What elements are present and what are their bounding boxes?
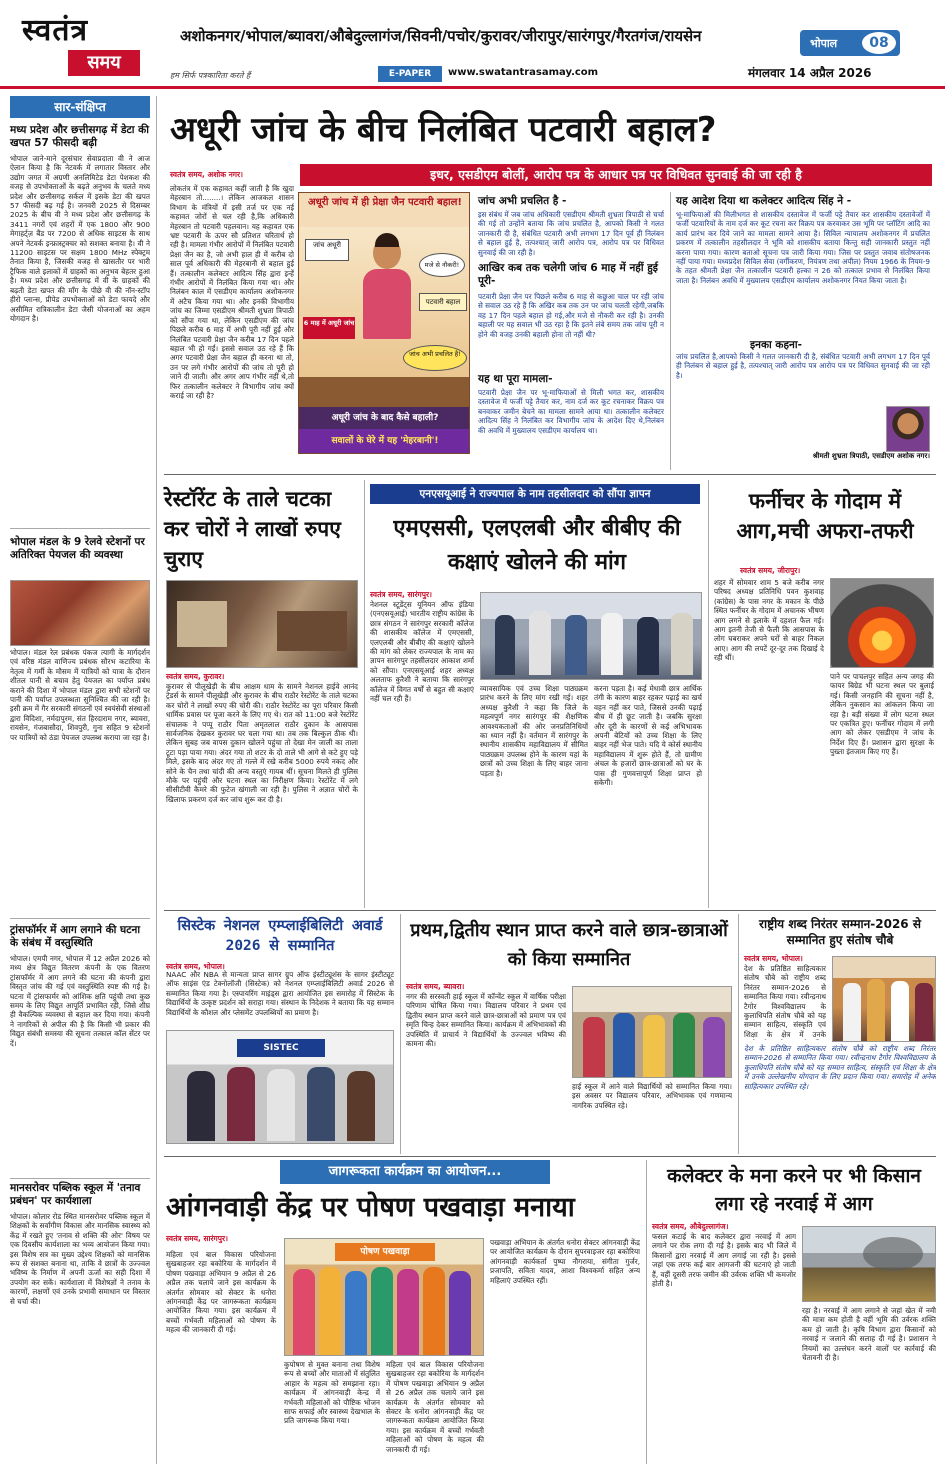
anganwadi-photo (284, 1238, 484, 1356)
nsui-byline: स्वतंत्र समय, सारंगपुर। (370, 590, 432, 599)
rashtriya-body-copy: देश के प्रतिष्ठित साहित्यकार संतोष चौबे को राष्ट्रीय शब्द निरंतर सम्मान-2026 से सम्मानित किया गया। रवीन्द्रनाथ टैगोर विश्वविद्यालय के कुलाधिपति संतोष चौबे को यह सम्मान साहित्य, संस्कृति एवं शिक्षा के क्षेत्र में उनके उल्लेखनीय योगदान के लिए प्रदान किया गया। समारोह में अनेक साहित्यकार उपस्थित रहे। (744, 1044, 936, 1091)
sdm-portrait (886, 406, 930, 452)
cartoon-bottom-2: सवालों के घेरे में यह 'मेहरबानी'! (299, 429, 470, 453)
sidebar-divider (10, 918, 150, 919)
sidebar-story-4-head: मानसरोवर पब्लिक स्कूल में 'तनाव प्रबंधन' पर कार्यशाला (10, 1182, 141, 1207)
anganwadi-banner: पोषण पखवाड़ा (335, 1243, 435, 1261)
prize-photo (572, 986, 732, 1078)
sidebar-divider (10, 1178, 150, 1179)
lead-box3: पटवारी प्रेक्षा जैन पर भू-माफियाओं से मिली भगत कर, शासकीय दस्तावेज में फर्जी पट्टे तैयार कर, नाम दर्ज कर कूट रचनाकर विक्रय पत्र बनवाकर जमीन बेचने का मामला सामने आया था। तत्कालीन कलेक्टर आदित्य सिंह ने निलंबित कर विभागीय जांच के आदेश दिए थे,निलंबन की अवधि में मुख्यालय एसडीएम कार्यालय था। (478, 388, 664, 435)
cartoon-bottom: अधूरी जांच के बाद कैसे बहाली? (299, 407, 470, 429)
lead-right-head: यह आदेश दिया था कलेक्टर आदित्य सिंह ने - (676, 195, 852, 207)
lead-right: भू-माफियाओं की मिलीभगत से शासकीय दस्तावेज में फर्जी पट्टे तैयार कर शासकीय दस्तावेजों में फर्जी पटवारियों के नाम दर्ज कर कूट रचना कर विक्रय पत्र करवाकर उस भूमि पर प्लॉटिंग आदि का कार्य प्रारंभ कर दिये जाने का मामला सामने आया है। सिविल न्यायालय अशोकनगर में प्रचलित प्रकरण में तत्कालीन तहसीलदार ने भूमि को शासकीय बताया किन्तु सही जानकारी प्रस्तुत नहीं करना पाया गया। कारण बताओ सूचना पत्र जारी किया गया। जिस पर प्रस्तुत जवाब संतोषजनक नहीं पाया गया। मध्यप्रदेश सिविल सेवा (वर्गीकरण, नियंत्रण तथा अपील) नियम 1966 के नियम-9 के तहत श्रीमती प्रेक्षा जैन तत्कालीन पटवारी हल्का न 26 को तत्काल प्रभाव से निलंबित किया जाता है। निलंबन अवधि में मुख्यालय एसडीएम कार्यालय अशोकनगर नियत किया जाता है। (676, 210, 930, 285)
nsui-photo (480, 592, 702, 680)
masthead-cities: अशोकनगर/भोपाल/ब्यावरा/औबेदुल्लागंज/सिवनी/पचोर/कुरावर/जीरापुर/सारंगपुर/गैरतगंज/रायसेन (180, 27, 702, 45)
rest-body: कुरावर से पीलूखेड़ी के बीच आक्षम धाम के सामने नेशनल हाईवे आनंद ट्रेडर्स के सामने पीलूखेड़ी और कुरावर के बीच राठौर रेस्टोरेंट के ताले चटका कर चोरों ने लाखों रुपए की चोरी की। राठौर रेस्टोरेंट का पूरा परिवार किसी धार्मिक प्रवास पर पूजा करने के लिए गए थे। रात को 11:00 बजे रेस्टोरेंट संचालक ने पप्पू राठौर पिता अमृतलाल राठौर दुकान के आसपास सार्वजनिक देखकर कुरावर घर चला गया था। तब तक बिल्कुल ठीक थी। लेकिन सुबह जब वापस दुकान खोलने पहुंचा तो देखा मेन जाली का ताला टूटा पड़ा पाया गया। अंदर गया तो शटर के दो ताले भी आगे से कटे हुए पड़े मिले, इसके बाद अंदर गए तो गल्ले में रखे करीब 5000 रुपये नकद और सोने के चैन तथा चांदी की अन्य वस्तुएं गायब थीं। सूचना मिलते ही पुलिस मौके पर पहुंची और घटना स्थल का निरीक्षण किया। रेस्टोरेंट में लगे सीसीटीवी कैमरे की फुटेज खंगाली जा रही है। पुलिस ने अज्ञात चोरों के खिलाफ प्रकरण दर्ज कर जांच शुरू कर दी है। (166, 682, 358, 804)
prize-byline: स्वतंत्र समय, ब्यावरा। (406, 982, 465, 991)
tagline: हम सिर्फ पत्रकारिता करते हैं (170, 71, 251, 80)
sidebar-story-2-head: भोपाल मंडल के 9 रेलवे स्टेशनों पर अतिरिक्त पेयजल की व्यवस्था (10, 536, 145, 561)
sidebar (10, 96, 150, 1464)
logo (22, 8, 144, 80)
sistec-body: NAAC और NBA से मान्यता प्राप्त सागर ग्रुप ऑफ इंस्टीट्यूशंस के सागर इंस्टीट्यूट ऑफ साइंस एंड टेक्नोलॉजी (सिस्टेक) को नेशनल एम्प्लाईबिलिटी अवार्ड 2026 से सम्मानित किया गया है। एस्पायरिंग माइंड्स द्वारा आयोजित इस समारोह में सिस्टेक के विद्यार्थियों के उत्कृष्ट प्रदर्शन को सराहा गया। संस्थान के निदेशक ने बताया कि यह सम्मान विद्यार्थियों के कौशल और प्लेसमेंट उपलब्धियों का प्रमाण है। (166, 970, 394, 1017)
rest-photo (166, 580, 358, 668)
nsui-col2: व्यावसायिक एवं उच्च शिक्षा पाठ्यक्रम प्रारंभ करने के लिए मांग रखी गई। शहर अध्यक्ष कुरैशी ने कहा कि जिले के महत्वपूर्ण नगर सारंगपुर की शैक्षणिक आवश्यकताओं की ओर जनप्रतिनिधियों का ध्यान नहीं है। वर्तमान में सारंगपुर के स्थानीय शासकीय महाविद्यालय में सीमित पाठ्यक्रम उपलब्ध होने के कारण यहां के छात्रों को उच्च शिक्षा के लिए बाहर जाना पड़ता है। (480, 684, 588, 778)
nsui-headline: एमएससी, एलएलबी और बीबीए की कक्षाएं खोलने की मांग (393, 516, 681, 575)
fire-col2: पाने पर पाचलपुर सहित अन्य जगह की फायर बिग्रेड भी घटना स्थल पर बुलाई गई। किसी जनहानि की सूचना नहीं है, लेकिन नुकसान का आंकलन किया जा रहा है। बड़ी संख्या में लोग घटना स्थल पर एकत्रित हुए। फर्नीचर गोदाम में लगी आग को लेकर एसडीएम ने जांच के निर्देश दिए हैं। प्रशासन द्वारा सुरक्षा के पुख्ता इंतजाम किए गए हैं। (830, 672, 934, 757)
cartoon-tag: 6 माह में अधूरी जांच (303, 317, 355, 339)
lead-box2: पटवारी प्रेक्षा जैन पर पिछले करीब 6 माह से कछुआ चाल पर रही जांच से सवाल उठ रहे हैं कि अखिर कब तक उन पर जांच चलती रहेगी,जबकि वह 17 दिन पहले बहाल हो गई,और मजे से नौकरी कर रही है। उनकी बहाली पर यह सवाल भी उठ रहा है कि इतने लंबे समय तक जांच पूरी न होने की वजह उनकी बहाली होना तो नहीं थी? (478, 292, 664, 339)
sistec-logo: SISTEC (237, 1039, 325, 1057)
farmer-headline: कलेक्टर के मना करने पर भी किसान लगा रहे नरवाई में आग (667, 1165, 921, 1215)
cartoon-figure (357, 237, 417, 347)
fire-photo (830, 578, 934, 668)
sistec-photo (166, 1030, 394, 1144)
lead-right-2: जांच प्रचलित है,आपको किसी ने गलत जानकारी दी है, संबंधित पटवारी अभी लगभग 17 दिन पूर्व ही निलंबन से बहाल हुई है, तत्पश्चात् जारी आरोप पत्र आरोप पत्र पर विधिवत सुनवाई की जा रही है। (676, 352, 930, 380)
sidebar-story-1-body: भोपाल जाने-माने दूरसंचार सेवाप्रदाता वी ने आज ऐलान किया है कि नेटवर्क में लगातार विस्तार और उद्योग जगत में अग्रणी अनलिमिटेड डेटा पेशकश की वजह से उपभोक्ताओं के बढ़ते अनुभव के चलते मध्य प्रदेश और छत्तीसगढ़ सर्कल में इसके डेटा की खपत 57 फीसदी बढ़ गई है। जनवरी 2025 से दिसम्बर 2025 के बीच वी ने मध्य प्रदेश और छत्तीसगढ़ के 3411 नगरों एवं शहरों में एक 1800 और 900 मेगाहर्ट्ज़ बैंड पर 7200 से अधिक साइटस के साथ अपने नेटवर्क इन्फ्रास्ट्रक्चर को सशक्त बनाया है। वी ने 11200 साइटस पर सक्षम 1800 MHz स्पेक्ट्रम तैनात किया है, जिसकी वजह से खासतौर पर भारी ट्रैफिक वाले इलाकों में ग्राहकों का अनुभव बेहतर हुआ है। मध्य प्रदेश और छत्तीसगढ़ में वी के ग्राहकों की बढ़ती डेटा खपत की माँग के पीछे वी की नॉन-स्टॉप हीरो प्लान्स, प्रीपेड उपभोक्ताओं को डेटा फायदे और असीमित रात्रिकालीन डेटा जैसी योजनाओं का अहम योगदान है। (10, 154, 150, 323)
edition-label: भोपाल (810, 37, 838, 50)
lead-box3-head: यह था पूरा मामला- (478, 373, 553, 385)
fire-headline: फर्नीचर के गोदाम में आग,मची अफरा-तफरी (736, 489, 914, 543)
sidebar-story-4-body: भोपाल। कोलार रोड स्थित मानसरोवर पब्लिक स्कूल में शिक्षकों के सर्वांगीण विकास और मानसिक स्वास्थ्य को केंद्र में रखते हुए 'तनाव से शक्ति की ओर' विषय पर एक दिवसीय कार्यशाला का भव्य आयोजन किया गया। इस विशेष सत्र का मुख्य उद्देश्य शिक्षकों को मानसिक रूप से सशक्त बनाना था, ताकि वे छात्रों के उज्ज्वल भविष्य के निर्माण में अपनी ऊर्जा का सही दिशा में उपयोग कर सकें। कार्यशाला में विशेषज्ञों ने तनाव के कारणों, लक्षणों एवं उनके प्रभावी समाधान पर विस्तार से चर्चा की। (10, 1212, 150, 1306)
anganwadi-headline: आंगनवाड़ी केंद्र पर पोषण पखवाड़ा मनाया (166, 1192, 575, 1223)
nsui-col1: नेशनल स्टूडेंट्स यूनियन ऑफ इंडिया (एनएसयूआई) भारतीय राष्ट्रीय कांग्रेस के छात्र संगठन ने सारंगपुर सरकारी कॉलेज की शासकीय कॉलेज में एमएससी, एलएलबी और बीबीए की कक्षाएं खोलने की मांग को लेकर राज्यपाल के नाम का ज्ञापन सारंगपुर तहसीलदार आकाश शर्मा को सौंपा। एनएसयूआई शहर अध्यक्ष अलताफ कुरैशी ने बताया कि सारंगपुर कॉलेज में विगत वर्षों से बहुत सी कक्षाएं नहीं चल रही हैं। (370, 600, 474, 704)
cartoon-desk (299, 377, 470, 407)
anganwadi-col1-copy: महिला एवं बाल विकास परियोजना सुखबाहजर रहा बकोरिया के मार्गदर्शन में पोषण पखवाड़ा अभियान 9 अप्रैल से 26 अप्रैल तक चलाये जाने इस कार्यक्रम के अंतर्गत सोमवार को सेक्टर के धनोरा आंगनवाड़ी केंद्र पर जागरूकता कार्यक्रम आयोजित किया गया। इस कार्यक्रम में बच्चों गर्भवती महिलाओं को पोषण के महत्व की जानकारी दी गई। (386, 1360, 484, 1454)
lead-col1: लोकतंत्र में एक कहावत कहीं जाती है कि खुदा मेहरबान तो........। लेकिन आजकल शासन विभाग के मंत्रियों में इसी तर्ज पर एक नई कहावत जोरों से चल रही है,कि अधिकारी मेहरबान तो पटवारी पहलवान। यह कहावत एक भ्रष्ट पटवारी के ऊपर सौ प्रतिशत चरितार्थ हो रही है। मामला गंभीर आरोपों में निलंबित पटवारी प्रेक्षा जैन का है, जो अभी हाल ही में करीब दो साल पूर्व अधिकारी की मेहरबानी से बहाल हुई हैं। तत्कालीन कलेक्टर आदित्य सिंह द्वारा इन्हें गंभीर आरोपों में निलंबित किया गया था। और निलंबन काल में एसडीएम कार्यालय अशोकनगर में अटैच किया गया था। और इनकी विभागीय जांच का जिम्मा एसडीएम श्रीमती शुभ्रता त्रिपाठी को सौंपा गया था, लेकिन एसडीएम की जांच पिछले करीब 6 माह में अभी पूरी नहीं हुई और निलंबित पटवारी प्रेक्षा जैन करीब 17 दिन पहले बहाल भी हो गईं। इससे सवाल उठ रहे हैं कि अगर पटवारी प्रेक्षा जैन बहाल ही करना था तो, उन पर लगे गंभीर आरोपों की जांच तो पूरी हो जाने दी जाती। और अगर आप गंभीर नहीं थे,तो फिर तत्कालीन कलेक्टर ने विभागीय जांच क्यों कराई जा रही है? (170, 184, 294, 400)
rule-prize (738, 914, 739, 1154)
prize-body: नगर की सरस्वती हाई स्कूल में कॉन्वेंट स्कूल में वार्षिक परीक्षा परिणाम घोषित किया गया। विद्यालय परिवार ने प्रथम एवं द्वितीय स्थान प्राप्त करने वाले छात्र-छात्राओं को प्रमाण पत्र एवं स्मृति चिन्ह देकर सम्मानित किया। कार्यक्रम में अभिभावकों की उपस्थिति में प्राचार्य ने विद्यार्थियों के उज्ज्वल भविष्य की कामना की। (406, 992, 566, 1049)
lower-rule (164, 1156, 936, 1157)
lead-byline: स्वतंत्र समय, अशोक नगर। (170, 170, 243, 179)
anganwadi-byline: स्वतंत्र समय, सारंगपुर। (166, 1234, 228, 1243)
sidebar-rule (156, 96, 157, 1464)
prize-headline: प्रथम,द्वितीय स्थान प्राप्त करने वाले छात्र-छात्राओं को किया सम्मानित (410, 920, 728, 970)
lead-box2-head: आखिर कब तक चलेगी जांच 6 माह में नहीं हुई पूरी- (478, 262, 658, 287)
lead-col-rule (670, 192, 671, 470)
cartoon-title: अधूरी जांच में ही प्रेक्षा जैन पटवारी बहाल! (307, 197, 462, 208)
rest-byline: स्वतंत्र समय, कुरावर। (166, 672, 225, 681)
sidebar-story-3-body: भोपाल। एमपी नगर, भोपाल में 12 अप्रैल 2026 को मध्य क्षेत्र विद्युत वितरण कंपनी के एक वितरण ट्रांसफॉर्मर में आग लगने की घटना की कंपनी द्वारा विस्तृत जांच की गई एवं वस्तुस्थिति स्पष्ट की गई है। घटना में ट्रांसफार्मर को आंशिक क्षति पहुंची तथा कुछ समय के लिए विद्युत आपूर्ति प्रभावित रही, जिसे शीघ्र ही वैकल्पिक व्यवस्था से बहाल कर दिया गया। कंपनी ने नागरिकों से अपील की है कि किसी भी प्रकार की विद्युत संबंधी समस्या की सूचना तत्काल कॉल सेंटर पर दें। (10, 954, 150, 1048)
fire-byline: स्वतंत्र समय, जीरापुर। (740, 566, 801, 575)
cartoon-sign-1: जांच अधूरी (305, 239, 349, 261)
rashtriya-body-2 (744, 1044, 936, 1150)
anganwadi-kicker: जागरूकता कार्यक्रम का आयोजन... (280, 1160, 550, 1184)
nsui-kicker: एनएसयूआई ने राज्यपाल के नाम तहसीलदार को सौंपा ज्ञापन (370, 484, 700, 504)
railway-photo (10, 580, 150, 646)
rest-headline: रेस्टॉरेंट के ताले चटका कर चोरों ने लाखों रुपए चुराए (164, 487, 341, 571)
logo-top: स्वतंत्र (22, 13, 89, 48)
mid-rule (164, 910, 936, 911)
rashtriya-headline: राष्ट्रीय शब्द निरंतर सम्मान-2026 से सम्मानित हुए संतोष चौबे (759, 917, 921, 947)
sidebar-title: सार-संक्षिप्त (10, 96, 150, 118)
sidebar-story-1-head: मध्य प्रदेश और छत्तीसगढ़ में डेटा की खपत 57 फीसदी बढ़ी (10, 124, 149, 149)
lead-sign: श्रीमती शुभ्रता त्रिपाठी, एसडीएम अशोक नगर। (812, 452, 930, 460)
rashtriya-body-1: देश के प्रतिष्ठित साहित्यकार संतोष चौबे को राष्ट्रीय शब्द निरंतर सम्मान-2026 से सम्मानित किया गया। रवीन्द्रनाथ टैगोर विश्वविद्यालय के कुलाधिपति संतोष चौबे को यह सम्मान साहित्य, संस्कृति एवं शिक्षा के क्षेत्र में उनके (744, 964, 826, 1039)
sidebar-divider (10, 528, 150, 529)
rashtriya-byline: स्वतंत्र समय, भोपाल। (744, 954, 803, 963)
farmer-byline: स्वतंत्र समय, औबेदुल्लागंज। (652, 1222, 729, 1231)
website[interactable]: www.swatantrasamay.com (448, 67, 599, 78)
sidebar-story-3-head: ट्रांसफॉर्मर में आग लगाने की घटना के संबंध में वस्तुस्थिति (10, 924, 141, 949)
issue-date: मंगलवार 14 अप्रैल 2026 (748, 66, 872, 80)
lead-box1: इस संबंध में जब जांच अधिकारी एसडीएम श्रीमती शुभ्रता त्रिपाठी से चर्चा की गई तो उन्होंने बताया कि जांच प्रचलित है, आपको किसी ने गलत जानकारी दी है, संबंधित पटवारी अभी लगभग 17 दिन पूर्व ही निलंबन से बहाल हुई है, तत्पश्चात् जारी आरोप पत्र, आरोप पत्र पर विधिवत सुनवाई की जा रही है। (478, 210, 664, 257)
farmer-col1: फसल कटाई के बाद कलेक्टर द्वारा नरवाई में आग लगाने पर रोक लगा दी गई है। इसके बाद भी जिले में किसानों द्वारा नरवाई में आग लगाई जा रही है। इससे जहां एक तरफ कई बार आगजनी की घटनाएं हो जाती हैं, वहीं दूसरी तरफ जमीन की उर्वरक शक्ति भी कमजोर होती है। (652, 1232, 796, 1289)
anganwadi-col1: महिला एवं बाल विकास परियोजना सुखबाहजर रहा बकोरिया के मार्गदर्शन में पोषण पखवाड़ा अभियान 9 अप्रैल से 26 अप्रैल तक चलाये जाने इस कार्यक्रम के अंतर्गत सोमवार को सेक्टर के धनोरा आंगनवाड़ी केंद्र पर जागरूकता कार्यक्रम आयोजित किया गया। इस कार्यक्रम में बच्चों गर्भवती महिलाओं को पोषण के महत्व की जानकारी दी गई। (166, 1250, 276, 1335)
lead-box1-head: जांच अभी प्रचलित है - (478, 195, 567, 207)
anganwadi-col2: कुपोषण से मुक्त बनाना तथा विशेष रूप से बच्चों और माताओं में संतुलित आहार के महत्व को समझाना रहा। कार्यक्रम में आंगनवाड़ी केन्द्र में गर्भवती महिलाओं को पौष्टिक भोजन साफ सफाई और स्वास्थ्य देखभाल के प्रति जागरूक किया गया। (284, 1360, 380, 1426)
cartoon-bubble: मजे से नौकरी! (419, 253, 465, 277)
sidebar-story-2-body: भोपाल। मंडल रेल प्रबंधक पंकज त्यागी के मार्गदर्शन एवं वरिष्ठ मंडल वाणिज्य प्रबंधक सौरभ कटारिया के नेतृत्व में गर्मी के मौसम में यात्रियों को यात्रा के दौरान शीतल पानी से बचाव हेतु पेयजल का पर्याप्त प्रबंध कराने की दिशा में भोपाल मंडल द्वारा सभी स्टेशनों पर पानी की पर्याप्त उपलब्धता सुनिश्चित की जा रही है। इसी क्रम में गैर सरकारी संगठनों एवं स्वयंसेवी संस्थाओं द्वारा विदिशा, नर्मदापुरम, संत हिरदाराम नगर, ब्यावरा, रायसेन, गंजबासौदा, शिवपुरी, गुना सहित 9 स्टेशनों पर यात्रियों को ठंडा पेयजल उपलब्ध कराया जा रहा है। (10, 648, 150, 742)
sistec-byline: स्वतंत्र समय, भोपाल। (166, 962, 225, 971)
masthead (0, 0, 945, 88)
farmer-col2: रहा है। नरवाई में आग लगाने से जहां खेत में नमी की मात्रा कम होती है वहीं भूमि की उर्वरक शक्ति कम हो जाती है। कृषि विभाग द्वारा किसानों को नरवाई न जलाने की सलाह दी गई है। प्रशासन ने नियमों का उल्लंघन करने वालों पर कार्रवाई की चेतावनी दी है। (802, 1306, 936, 1363)
farmer-photo (802, 1226, 936, 1302)
rule-nsui (708, 480, 709, 908)
rule-sistec (400, 914, 401, 1154)
masthead-rule (0, 86, 945, 89)
fire-col1: शहर में सोमवार शाम 5 बजे करीब नगर परिषद अध्यक्ष प्रतिनिधि पवन कुशवाह (कांग्रेस) के पास नगर के मकान के पीछे स्थित फर्नीचर के गोदाम में अचानक भीषण आग लगने से इलाके में दहशत फैल गई। आग इतनी तेजी से फैली कि आसपास के लोग घबराकर अपने घरों से बाहर निकल आए। आग की लपटें दूर-दूर तक दिखाई दे रही थीं। (714, 578, 824, 663)
cartoon-bubble-2: जांच अभी प्रचलित है! (403, 345, 467, 371)
page-number: 08 (862, 32, 896, 54)
rule-anganwadi (646, 1160, 647, 1464)
anganwadi-col2b (386, 1360, 484, 1462)
sistec-headline: सिस्टेक नेशनल एम्प्लाईबिलिटी अवार्ड 2026 से सम्मानित (177, 918, 383, 954)
logo-bottom: समय (68, 50, 140, 76)
prize-caption: हाई स्कूल में आने वाले विद्यार्थियों को सम्मानित किया गया। इस अवसर पर विद्यालय परिवार, अभिभावक एवं गणमान्य नागरिक उपस्थित रहे। (572, 1082, 732, 1110)
lead-bottom-rule (164, 474, 936, 475)
anganwadi-col3: पखवाड़ा अभियान के अंतर्गत धनोरा सेक्टर आंगनवाड़ी केंद्र पर आयोजित कार्यक्रम के दौरान सुपरवाइजर रहा बकोरिया आंगनवाड़ी कार्यकर्ता पुष्पा नौगराया, संगीता गुर्जर, प्रजापति, सविता यादव, आशा विश्वकर्मा सहित अन्य महिलाएं उपस्थित रहीं। (490, 1238, 640, 1285)
lead-right-head-2: इनका कहना- (750, 339, 802, 351)
lead-deck: इधर, एसडीएम बोलीं, आरोप पत्र के आधार पत्र पर विधिवत सुनवाई की जा रही है (300, 164, 932, 186)
edition-box (800, 30, 900, 56)
lead-cartoon (298, 192, 470, 454)
epaper-badge: E-PAPER (378, 66, 442, 82)
lead-headline: अधूरी जांच के बीच निलंबित पटवारी बहाल? (170, 110, 717, 150)
cartoon-sign-2: पटवारी बहाल (419, 293, 467, 311)
nsui-col3: करना पड़ता है। कई मेधावी छात्र आर्थिक तंगी के कारण बाहर रहकर पढ़ाई का खर्च वहन नहीं कर पाते, जिससे उनकी पढ़ाई बीच में ही छूट जाती है। जबकि सुरक्षा और दूरी के कारणों से कई अभिभावक अपनी बेटियों को उच्च शिक्षा के लिए बाहर नहीं भेज पाते। यदि ये कोर्स स्थानीय महाविद्यालय में शुरू होते हैं, तो ग्रामीण अंचल के हजारों छात्र-छात्राओं को घर के पास ही गुणवत्तापूर्ण शिक्षा प्राप्त हो सकेगी। (594, 684, 702, 788)
rashtriya-photo (832, 956, 936, 1042)
rule-rest (364, 480, 365, 908)
